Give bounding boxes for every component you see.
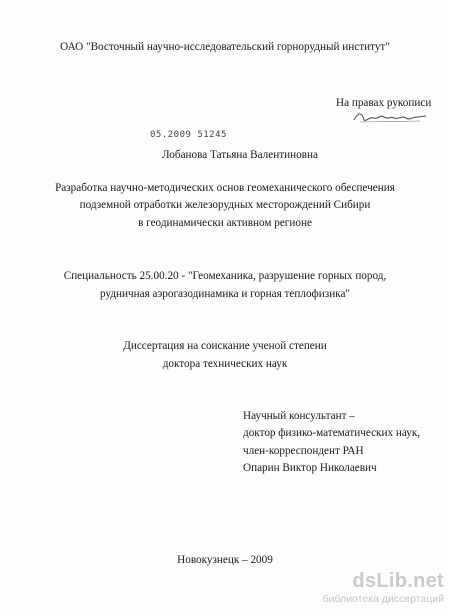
watermark xyxy=(314,570,444,610)
consultant-line-1: Научный консультант – xyxy=(243,410,355,422)
city-year: Новокузнецк – 2009 xyxy=(177,554,273,566)
degree-line-2: доктора технических наук xyxy=(162,358,288,370)
title-line-3: в геодинамически активном регионе xyxy=(138,217,312,229)
consultant-line-2: доктор физико-математических наук, xyxy=(243,427,421,439)
title-line-1: Разработка научно-методических основ геомеханического обеспечения xyxy=(55,182,395,194)
consultant-line-4: Опарин Виктор Николаевич xyxy=(243,462,377,474)
handwritten-signature xyxy=(350,108,430,126)
author-name: Лобанова Татьяна Валентиновна xyxy=(162,149,318,161)
specialty-line-1: Специальность 25.00.20 - "Геомеханика, разрушение горных пород, xyxy=(63,270,387,282)
consultant-line-3: член-корреспондент РАН xyxy=(243,445,364,457)
title-line-2: подземной отработки железорудных месторождений Сибири xyxy=(79,199,371,211)
watermark-logo: dsLib.net xyxy=(352,570,444,592)
degree-line-1: Диссертация на соискание ученой степени xyxy=(123,340,327,352)
watermark-subtitle: библиотека диссертаций xyxy=(322,593,444,605)
manuscript-rights-label: На правах рукописи xyxy=(336,97,432,109)
specialty-line-2: рудничная аэрогазодинамика и горная теплофизика" xyxy=(99,288,351,300)
institution-name: ОАО "Восточный научно-исследовательский горнорудный институт" xyxy=(60,41,390,53)
archive-stamp: 05.2009 51245 xyxy=(150,130,227,140)
